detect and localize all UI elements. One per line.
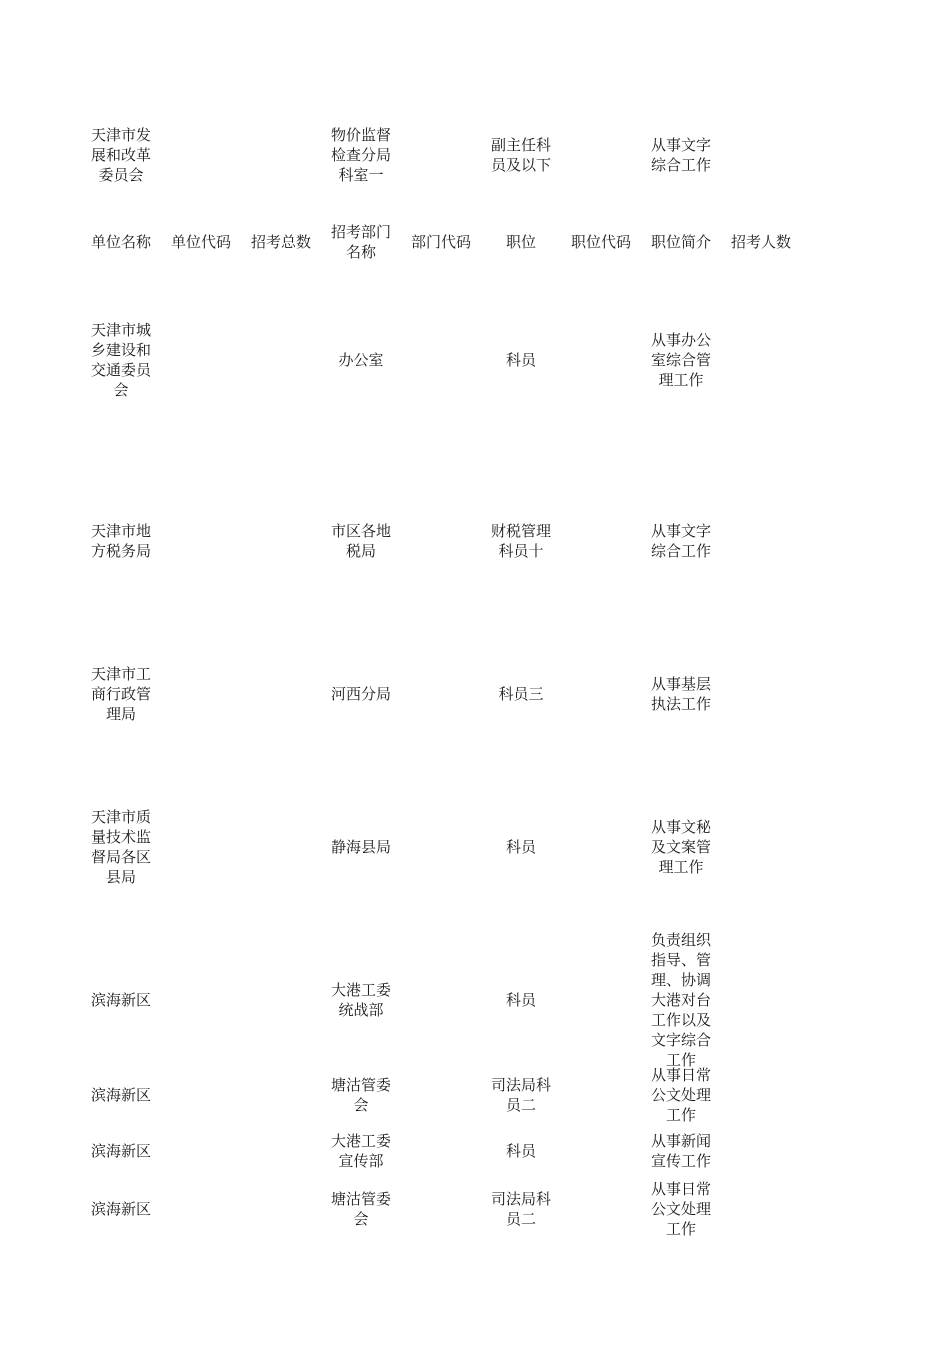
table-row-position: 科员三 bbox=[498, 685, 544, 703]
header-dept-code: 部门代码 bbox=[410, 233, 471, 251]
table-row-position: 科员 bbox=[505, 351, 536, 369]
header-dept-name: 招考部门名称 bbox=[330, 223, 391, 261]
table-row-unit: 天津市地方税务局 bbox=[90, 522, 151, 560]
header-position-desc: 职位简介 bbox=[650, 233, 711, 251]
table-row-unit: 滨海新区 bbox=[90, 1200, 151, 1218]
table-row-position: 科员 bbox=[505, 1142, 536, 1160]
table-row-unit: 天津市工商行政管理局 bbox=[90, 665, 151, 723]
table-row-position: 司法局科员二 bbox=[490, 1076, 551, 1114]
table-row-position: 科员 bbox=[505, 991, 536, 1009]
table-row-unit: 滨海新区 bbox=[90, 1142, 151, 1160]
table-row-dept: 市区各地税局 bbox=[330, 522, 391, 560]
header-total: 招考总数 bbox=[250, 233, 311, 251]
table-row-dept: 塘沽管委会 bbox=[330, 1190, 391, 1228]
table-row-desc: 从事日常公文处理工作 bbox=[650, 1180, 711, 1238]
table-row-unit: 天津市质量技术监督局各区县局 bbox=[90, 808, 151, 886]
table-row-dept: 静海县局 bbox=[330, 838, 391, 856]
table-row-desc: 从事日常公文处理工作 bbox=[650, 1066, 711, 1124]
table-row-desc: 从事文秘及文案管理工作 bbox=[650, 818, 711, 876]
table-row-unit: 滨海新区 bbox=[90, 991, 151, 1009]
table-row-desc: 从事办公室综合管理工作 bbox=[650, 331, 711, 389]
header-unit-name: 单位名称 bbox=[90, 233, 151, 251]
header-unit-code: 单位代码 bbox=[170, 233, 231, 251]
table-row-dept: 河西分局 bbox=[330, 685, 391, 703]
top-position-cell: 副主任科员及以下 bbox=[490, 136, 551, 174]
header-position: 职位 bbox=[505, 233, 536, 251]
table-row-dept: 塘沽管委会 bbox=[330, 1076, 391, 1114]
top-unit-cell: 天津市发展和改革委员会 bbox=[90, 126, 151, 184]
table-row-desc: 从事基层执法工作 bbox=[650, 675, 711, 713]
table-row-dept: 办公室 bbox=[338, 351, 384, 369]
header-position-code: 职位代码 bbox=[570, 233, 631, 251]
top-dept-cell: 物价监督检查分局科室一 bbox=[330, 126, 391, 184]
header-count: 招考人数 bbox=[730, 233, 791, 251]
table-row-dept: 大港工委宣传部 bbox=[330, 1132, 391, 1170]
table-row-position: 科员 bbox=[505, 838, 536, 856]
table-row-unit: 滨海新区 bbox=[90, 1086, 151, 1104]
table-row-desc: 负责组织指导、管理、协调大港对台工作以及文字综合工作 bbox=[650, 931, 711, 1069]
table-row-desc: 从事文字综合工作 bbox=[650, 522, 711, 560]
table-row-unit: 天津市城乡建设和交通委员会 bbox=[90, 321, 151, 399]
table-row-desc: 从事新闻宣传工作 bbox=[650, 1132, 711, 1170]
table-row-position: 财税管理科员十 bbox=[490, 522, 551, 560]
top-desc-cell: 从事文字综合工作 bbox=[650, 136, 711, 174]
table-row-dept: 大港工委统战部 bbox=[330, 981, 391, 1019]
table-row-position: 司法局科员二 bbox=[490, 1190, 551, 1228]
